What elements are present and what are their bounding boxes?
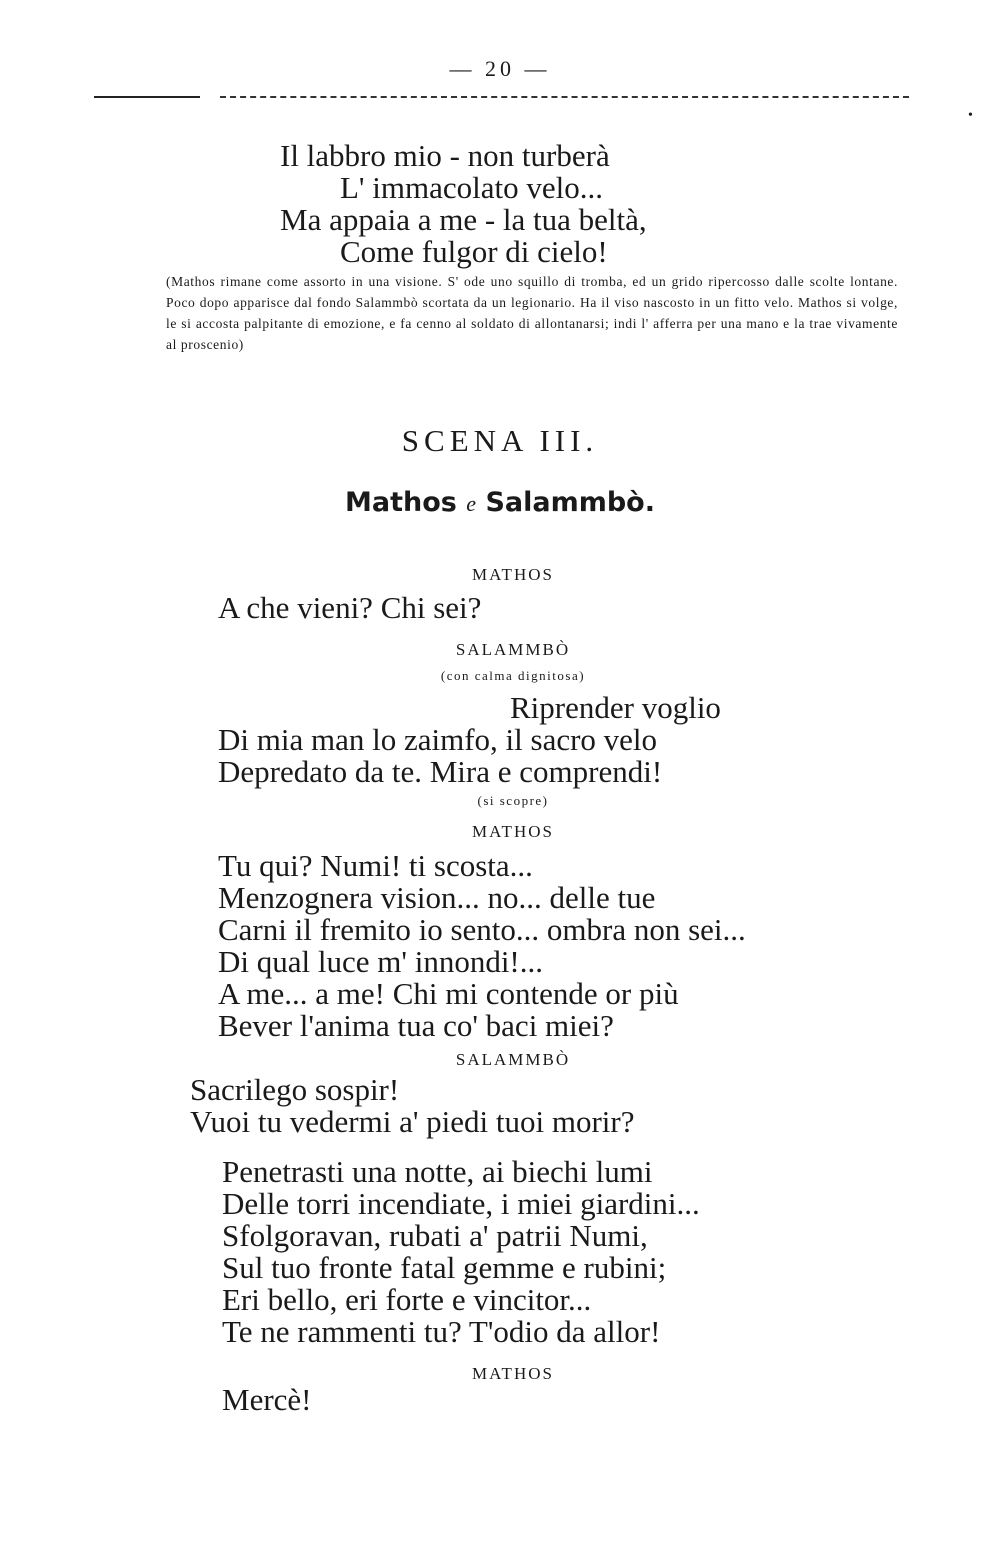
margin-mark: •: [968, 108, 973, 123]
conjunction: e: [466, 491, 477, 516]
verse-line: Sfolgoravan, rubati a' patrii Numi,: [222, 1218, 648, 1253]
header-rule-dashed: [220, 96, 909, 98]
verse-line: Bever l'anima tua co' baci miei?: [218, 1008, 614, 1043]
verse-line: Sacrilego sospir!: [190, 1072, 400, 1107]
speaker-mathos: MATHOS: [472, 565, 554, 584]
verse-line: Sul tuo fronte fatal gemme e rubini;: [222, 1250, 667, 1285]
verse-line: Carni il fremito io sento... ombra non sei...: [218, 912, 746, 947]
verse-line: Eri bello, eri forte e vincitor...: [222, 1282, 592, 1317]
verse-line: Vuoi tu vedermi a' piedi tuoi morir?: [190, 1104, 635, 1139]
speaker-mathos: MATHOS: [472, 1364, 554, 1383]
verse-line: Ma appaia a me - la tua beltà,: [280, 202, 647, 237]
stage-direction: (con calma dignitosa): [440, 668, 586, 683]
speaker-mathos: MATHOS: [472, 822, 554, 841]
scene-characters: [0, 487, 1000, 518]
verse-line: Mercè!: [222, 1382, 312, 1417]
verse-line: A che vieni? Chi sei?: [218, 590, 482, 625]
verse-line: Penetrasti una notte, ai biechi lumi: [222, 1154, 653, 1189]
verse-line: L' immacolato velo...: [340, 170, 603, 205]
speaker-salammbo: SALAMMBÒ: [455, 1050, 571, 1069]
stage-direction: (Mathos rimane come assorto in una visione. S' ode uno squillo di tromba, ed un grido ripercosso dalle scolte lontane. Poco dopo apparisce dal fondo Salammbò scortata da un legionario. Ha il viso nascosto in un fitto velo. Mathos si volge, le si accosta palpitante di emozione, e fa cenno al soldato di allontanarsi; indi l' afferra per una mano e la trae vivamente al proscenio): [166, 274, 898, 352]
speaker-salammbo: SALAMMBÒ: [455, 640, 571, 659]
character-name: Salammbò.: [485, 487, 655, 518]
verse-line: A me... a me! Chi mi contende or più: [218, 976, 679, 1011]
verse-line: Tu qui? Numi! ti scosta...: [218, 848, 533, 883]
character-name: Mathos: [345, 487, 457, 518]
verse-line: Di qual luce m' innondi!...: [218, 944, 544, 979]
verse-line: Depredato da te. Mira e comprendi!: [218, 754, 663, 789]
verse-line: Il labbro mio - non turberà: [280, 138, 610, 173]
verse-line: Riprender voglio: [510, 690, 721, 725]
scene-title: SCENA III.: [401, 423, 599, 458]
verse-line: Come fulgor di cielo!: [340, 234, 608, 269]
page-number: — 20 —: [449, 56, 551, 81]
verse-line: Te ne rammenti tu? T'odio da allor!: [222, 1314, 661, 1349]
header-rule: [94, 96, 200, 98]
stage-direction: (si scopre): [477, 793, 549, 808]
verse-line: Di mia man lo zaimfo, il sacro velo: [218, 722, 658, 757]
verse-line: Menzognera vision... no... delle tue: [218, 880, 656, 915]
verse-line: Delle torri incendiate, i miei giardini...: [222, 1186, 700, 1221]
